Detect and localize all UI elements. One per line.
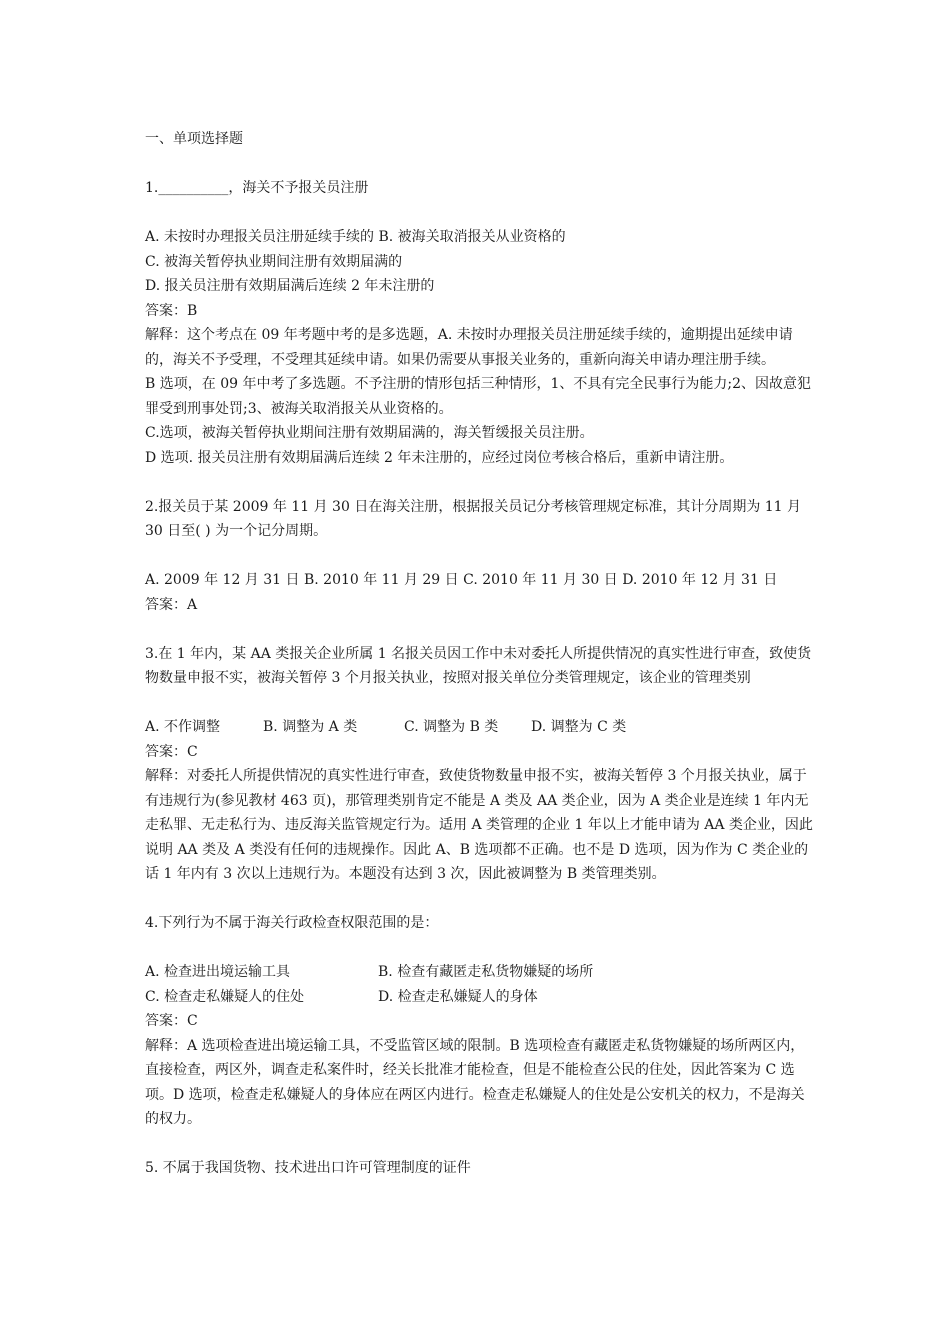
- question-3-option-c: C. 调整为 B 类: [404, 719, 499, 735]
- question-1-option-line: D. 报关员注册有效期届满后连续 2 年未注册的: [145, 278, 435, 294]
- question-3-option-b: B. 调整为 A 类: [263, 719, 358, 735]
- question-1-explanation: D 选项. 报关员注册有效期届满后连续 2 年未注册的，应经过岗位考核合格后，重新申请注册。: [145, 449, 734, 466]
- question-4-option-b: B. 检查有藏匿走私货物嫌疑的场所: [378, 964, 594, 980]
- question-1-explanation: 解释：这个考点在 09 年考题中考的是多选题，A. 未按时办理报关员注册延续手续的，逾期提出延续申请的，海关不予受理，不受理其延续申请。如果仍需要从事报关业务的，重新向海关申请办理注册手续。: [145, 327, 793, 368]
- section-title: 一、单项选择题: [145, 131, 243, 147]
- question-2-answer: 答案：A: [145, 596, 198, 613]
- question-4-stem: 4.下列行为不属于海关行政检查权限范围的是：: [145, 915, 439, 931]
- question-4-option-c: C. 检查走私嫌疑人的住处: [145, 988, 305, 1005]
- question-3-stem: 3.在 1 年内，某 AA 类报关企业所属 1 名报关员因工作中未对委托人所提供情况的真实性进行审查，致使货物数量申报不实，被海关暂停 3 个月报关执业，按照对报关单位分类管理规定，该企业的管理类别: [145, 645, 812, 686]
- question-1-option-line: C. 被海关暂停执业期间注册有效期届满的: [145, 253, 403, 270]
- question-4-options-row: [145, 985, 815, 1010]
- question-1-explanation: C.选项，被海关暂停执业期间注册有效期届满的，海关暂缓报关员注册。: [145, 425, 594, 441]
- question-4-explanation: 解释：A 选项检查进出境运输工具，不受监管区域的限制。B 选项检查有藏匿走私货物嫌疑的场所两区内，直接检查，两区外，调查走私案件时，经关长批准才能检查，但是不能检查公民的住处，因此答案为 C 选项。D 选项，检查走私嫌疑人的身体应在两区内进行。检查走私嫌疑人的住处是公安机关的权力，不是海关的权力。: [145, 1037, 805, 1127]
- document-body: [145, 127, 815, 1181]
- question-2-options: A. 2009 年 12 月 31 日 B. 2010 年 11 月 29 日 C. 2010 年 11 月 30 日 D. 2010 年 12 月 31 日: [145, 572, 778, 588]
- question-4-option-d: D. 检查走私嫌疑人的身体: [378, 988, 538, 1005]
- question-1-answer: 答案：B: [145, 302, 198, 319]
- question-1-stem: 1.__________，海关不予报关员注册: [145, 180, 369, 196]
- question-3-option-d: D. 调整为 C 类: [531, 719, 627, 735]
- question-4-answer: 答案：C: [145, 1013, 198, 1029]
- question-3-options: [145, 715, 815, 740]
- question-5-stem: 5. 不属于我国货物、技术进出口许可管理制度的证件: [145, 1160, 471, 1176]
- question-3-option-a: A. 不作调整: [145, 719, 221, 735]
- question-4-option-a: A. 检查进出境运输工具: [145, 964, 291, 980]
- question-3-explanation: 解释：对委托人所提供情况的真实性进行审查，致使货物数量申报不实，被海关暂停 3 个月报关执业，属于有违规行为(参见教材 463 页)，那管理类别肯定不能是 A 类及 AA 类企业，因为 A 类企业是连续 1 年内无走私罪、无走私行为、违反海关监管规定行为。适用 A 类管理的企业 1 年以上才能申请为 AA 类企业，因此说明 AA 类及 A 类没有任何的违规操作。因此 A、B 选项都不正确。也不是 D 选项，因为作为 C 类企业的话 1 年内有 3 次以上违规行为。本题没有达到 3 次，因此被调整为 B 类管理类别。: [145, 768, 813, 882]
- question-4-options-row: [145, 960, 815, 985]
- question-1-option-line: A. 未按时办理报关员注册延续手续的 B. 被海关取消报关从业资格的: [145, 229, 566, 245]
- question-1-explanation: B 选项，在 09 年中考了多选题。不予注册的情形包括三种情形，1、不具有完全民事行为能力;2、因故意犯罪受到刑事处罚;3、被海关取消报关从业资格的。: [145, 376, 811, 417]
- question-2-stem: 2.报关员于某 2009 年 11 月 30 日在海关注册，根据报关员记分考核管理规定标准，其计分周期为 11 月 30 日至( ) 为一个记分周期。: [145, 498, 802, 539]
- question-3-answer: 答案：C: [145, 743, 198, 760]
